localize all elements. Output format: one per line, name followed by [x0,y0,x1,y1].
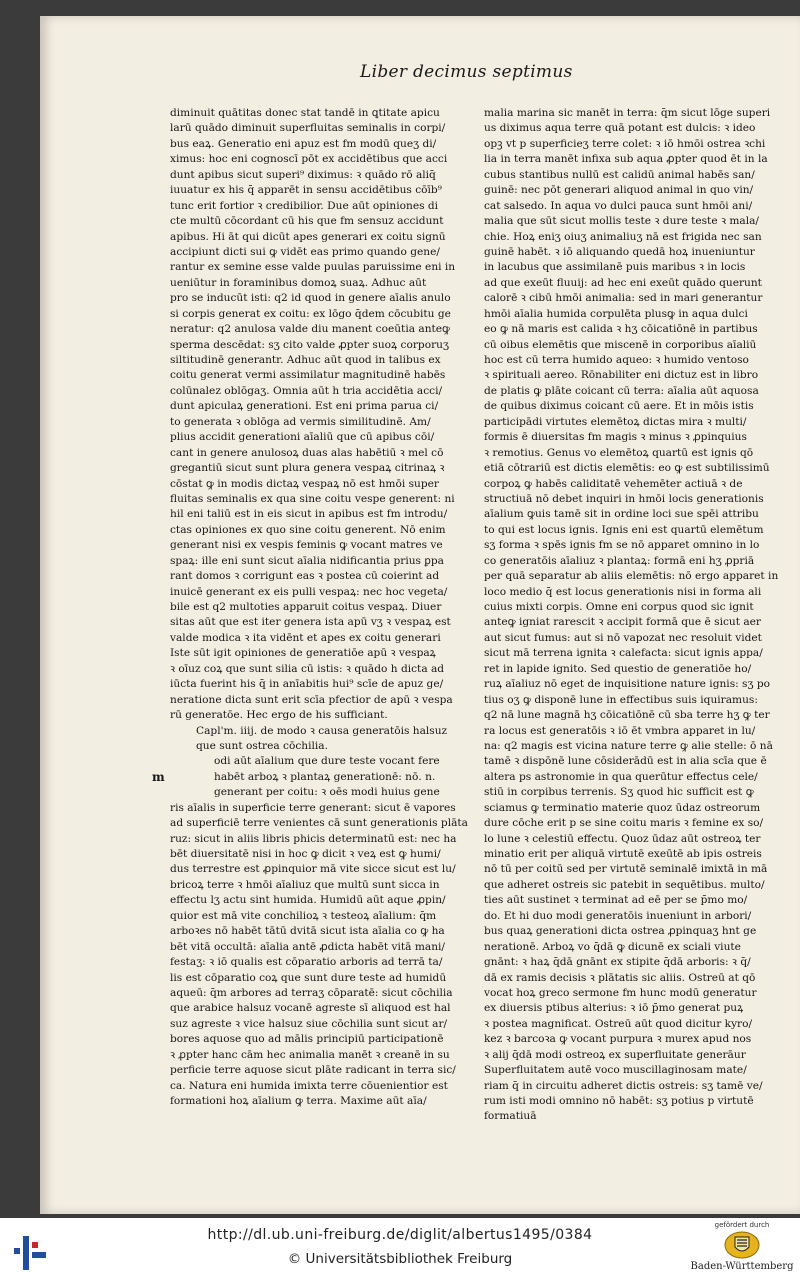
text-line: altera ps astronomie in qua querūtur effectus cele/ [484,770,758,783]
text-line: diminuit quātitas donec stat tandē in ꝗtitate apicu [170,107,440,119]
text-line: Superfluitatem autē voco muscillaginosam mate/ [484,1064,747,1077]
text-line: eo ꝙ nā maris est calida ꝛ hʒ cōicatiōnē in partibus [484,323,758,336]
text-line: cōstat ꝙ in modis dictaꝝ vespaꝝ nō est hmōi super [170,477,439,490]
text-line: perficie terre aquose sicut plāte radicant in terra sic/ [170,1064,456,1077]
text-line: coitu generat vermi assimilatur magnitudinē habēs [170,369,446,382]
text-line: cū oibus elemētis que miscenē in corporibus aīaliū [484,338,757,351]
text-line: ra locus est generatōis ꝛ iō ēt vmbra apparet in lu/ [484,724,756,737]
sponsor-label: gefördert durch [714,1221,770,1229]
text-line: ties aūt sustinet ꝛ terminat ad eē per se p̄mo mo/ [484,894,748,907]
chapter-heading: que sunt ostrea cōchilia. [196,739,328,752]
text-line: co generatōis aīaliuz ꝛ plantaꝝ: formā eni hʒ ꝓpriā [484,554,755,567]
text-line: ꝛ ꝓpter hanc cām hec animalia manēt ꝛ creanē in su [170,1048,450,1061]
text-line: aqueū: q̄m arbores ad terraʒ cōparatē: sicut cōchilia [170,986,453,999]
text-line: m habēt arboꝝ ꝛ plantaꝝ generationē: nō. n. [152,769,436,784]
text-line: siltitudinē generantr. Adhuc aūt quod in talibus ex [170,354,441,366]
text-line: apibus. Hi āt qui dicūt apes generari ex coitu signū [170,230,446,243]
copyright-notice: © Universitätsbibliothek Freiburg [287,1251,513,1267]
text-line: bores aquose quo ad mālis principiū participationē [170,1033,444,1046]
text-line: tunc erit fortior ꝛ credibilior. Due aūt opiniones di [170,199,439,212]
text-line: lia in terra manēt infixa sub aqua ꝓpter quod ēt in la [484,153,768,166]
text-line: ris aīalis in superficie terre generant: sicut ē vapores [170,801,456,814]
text-line: ad superficiē terre venientes cā sunt generationis plāta [170,817,468,830]
text-line: q2 nā lune magnā hʒ cōicatiōnē cū sba terre hʒ ꝙ ter [484,709,770,722]
text-line: colūnalez oblōgaʒ. Omnia aūt h tria accidētia acci/ [170,384,443,397]
text-line: pro se inducūt isti: q2 id quod in genere aīalis anulo [170,292,451,305]
text-line: neratur: q2 anulosa valde diu manent coeūtia anteꝙ [170,323,451,336]
text-line: bricoꝝ terre ꝛ hmōi aīaliuz que multū sunt sicca in [170,878,440,891]
text-line: to qui est locus ignis. Ignis eni est quartū elemētum [484,523,764,536]
text-line: sicut mā terrena ignita ꝛ calefacta: sicut ignis appa/ [484,647,763,660]
text-line: anteꝙ igniat rarescit ꝛ accipit formā que ē sicut aer [484,616,761,629]
text-line: bile est q2 multoties apparuit coitus vespaꝝ. Diuer [170,601,442,613]
text-line: ad que exeūt fluuij: ad hec eni exeūt quādo querunt [484,276,762,289]
text-line: malia marina sic manēt in terra: q̄m sicut lōge superi [484,107,771,119]
text-line: minatio erit per aliquā virtutē exeūtē ab ipis ostreis [484,848,762,860]
text-line: bēt diuersitatē nisi in hoc ꝙ dicit ꝛ veꝝ est ꝙ humi/ [170,848,441,860]
text-line: bēt vitā occultā: aīalia antē ꝓdicta habēt vitā mani/ [170,940,445,953]
text-line: inuicē generant ex eis pulli vespaꝝ: nec hoc vegeta/ [170,585,448,598]
text-line: valde modica ꝛ ita vidēnt et apes ex coitu generari [170,631,441,644]
text-line: ꝛ spirituali aereo. Rōnabiliter eni dictuz est in libro [484,369,759,382]
text-line: per quā separatur ab aliis elemētis: nō ergo apparet in [484,570,779,583]
book-page-scan [40,16,800,1214]
text-line: Iste sūt igit opiniones de generatiōe apū ꝛ vespaꝝ [170,647,436,660]
text-line: sʒ forma ꝛ spēs ignis fm se nō apparet omnino in lo [484,539,760,552]
text-line: si corpis generat ex coitu: ex lōgo q̄dem cōcubitu ge [170,307,451,320]
text-line: dā ex ramis decisis ꝛ plātatis sic aliis. Ostreū at qō [484,971,756,984]
text-line: arboꝛes nō habēt tātū dvitā sicut ista aīalia co ꝙ ha [170,925,445,938]
text-line: fluitas seminalis ex qua sine coitu vespe generent: ni [170,492,455,505]
text-line: rantur ex semine esse valde puulas paruissime eni in [170,261,456,274]
chapter-heading: Capl'm. iiij. de modo ꝛ causa generatōis halsuz [196,724,448,737]
text-line: odi aūt aīalium que dure teste vocant fere [214,755,440,768]
text-line: gregantiū sicut sunt plura genera vespaꝝ citrinaꝝ ꝛ [170,462,445,475]
text-line: tamē ꝛ dispōnē lune cōsiderādū est in alia scīa que ē [484,755,767,768]
text-line: riam q̄ in circuitu adheret dictis ostreis: sʒ tamē ve/ [484,1079,763,1092]
right-text-column [484,106,784,1125]
text-line: ruꝝ aīaliuz nō eget de inquisitione nature ignis: sʒ po [484,678,771,691]
text-line: quior est mā vite conchilioꝝ ꝛ testeoꝝ aīalium: q̄m [170,909,437,922]
text-line: chie. Hoꝝ eniʒ oiuʒ animaliuʒ nā est frigida nec san [484,230,762,243]
text-line: effectu lʒ actu sint humida. Humidū aūt aque ꝓpin/ [170,894,446,907]
text-line: plius accidit generationi aīaliū que cū apibus cōi/ [170,431,435,444]
text-line: ex diuersis ptibus alterius: ꝛ iō p̄mo generat puꝝ [484,1002,744,1015]
text-line: tius oʒ ꝙ disponē lune in effectibus suis iquiramus: [484,693,758,706]
text-line: dure cōche erit p se sine coitu maris ꝛ femine ex so/ [484,817,764,830]
text-line: formatiuā [484,1110,537,1123]
text-line: bus quaꝝ generationi dicta ostrea ꝓpinquaʒ hnt ge [484,925,757,938]
text-line: que adheret ostreis sic patebit in sequētibus. multo/ [484,878,765,891]
text-line: hoc est cū terra humido aqueo: ꝛ humido ventoso [484,354,749,366]
text-line: cubus stantibus nullū est calidū animal habēs san/ [484,168,755,181]
text-line: do. Et hi duo modi generatōis inueniunt in arbori/ [484,909,752,922]
text-line: stiū in corpibus terrenis. Sʒ quod hic sufficit est ꝙ [484,786,754,799]
text-line: bus eaꝝ. Generatio eni apuz est fm modū queʒ di/ [170,137,437,150]
text-line: rū generatōe. Hec ergo de his sufficiant. [170,709,388,722]
text-line: na: q2 magis est vicina nature terre ꝙ alie stelle: ō nā [484,739,773,752]
text-line: iuuatur ex his q̄ apparēt in sensu accidētibus cōīb⁹ [170,184,442,197]
sponsor-block [688,1221,796,1272]
viewer-footer [0,1218,800,1275]
sponsor-name: Baden-Württemberg [690,1261,794,1272]
text-line: etiā cōtrariū est dictis elemētis: eo ꝙ est subtilissimū [484,462,770,475]
text-line: accipiunt dicti sui ꝙ vidēt eas primo quando gene/ [170,245,440,258]
text-line: malia que sūt sicut mollis teste ꝛ dure teste ꝛ mala/ [484,215,759,228]
text-line: guinē: nec pōt generari aliquod animal in quo vin/ [484,184,754,197]
text-line: gnānt: ꝛ haꝝ q̄dā gnānt ex stipite q̄dā arboris: ꝛ q̄/ [484,956,751,969]
text-line: ꝛ oīuz coꝝ que sunt silia cū istis: ꝛ quādo h dicta ad [170,662,445,675]
text-line: opꝫ vt p superficieʒ terre colet: ꝛ iō hmōi ostrea ꝛchi [484,137,766,150]
text-line: calorē ꝛ cibū hmōi animalia: sed in mari generantur [484,292,763,305]
text-line: que arabice halsuz vocanē agreste sī aliquod est hal [170,1002,451,1015]
text-line: ca. Natura eni humida imixta terre cōuenientior est [170,1079,448,1092]
text-line: cat salsedo. In aqua vo dulci pauca sunt hmōi ani/ [484,199,753,212]
left-text-column [152,106,468,1109]
text-line: neratione dicta sunt erit scīa pfectior de apū ꝛ vespa [170,693,453,706]
text-line: hil eni taliū est in eis sicut in apibus est fm introdu/ [170,508,448,521]
running-head: Liber decimus septimus [360,62,573,82]
text-line: participādi virtutes elemētoꝝ dictas mira ꝛ multi/ [484,415,747,428]
text-line: de quibus diximus coicant cū aere. Et in mōis istis [484,400,754,413]
text-line: in lacubus que assimilanē puis maribus ꝛ in locis [484,261,746,274]
text-line: lo lune ꝛ celestiū effectu. Quoz ūdaz aūt ostreoꝝ ter [484,832,761,845]
text-line: vocat hoꝝ greco sermone fm hunc modū generatur [484,986,757,999]
text-line: loco medio q̄ est locus generationis nisi in forma ali [484,585,762,598]
text-line: dunt apiculaꝝ generationi. Est eni prima parua ci/ [170,400,439,413]
text-line: suz agreste ꝛ vice halsuz siue cōchilia sunt sicut ar/ [170,1017,448,1030]
text-line: guinē habēt. ꝛ iō aliquando quedā hoꝝ inueniuntur [484,245,755,258]
text-line: formis ē diuersitas fm magis ꝛ minus ꝛ ꝓpinquius [484,431,747,444]
text-line: rant domos ꝛ corrigunt eas ꝛ postea cū coierint ad [170,570,440,583]
text-line: iūcta fuerint his q̄ in anīabitis hui⁹ scīe de apuz ge/ [170,678,444,691]
text-line: spaꝝ: ille eni sunt sicut aīalia nidificantia prius ꝑpa [170,554,444,567]
text-line: ruz: sicut in aliis libris phicis determinatū est: nec ha [170,832,457,845]
text-line: lis est cōparatio coꝝ que sunt dure teste ad humidū [170,971,447,984]
text-line: kez ꝛ barcoꝛa ꝙ vocant purpura ꝛ murex apud nos [484,1033,752,1046]
document-url[interactable]: http://dl.ub.uni-freiburg.de/diglit/albertus1495/0384 [207,1227,593,1243]
text-line: corpoꝝ ꝙ habēs caliditatē vehemēter actiuā ꝛ de [484,477,743,490]
state-crest-icon [724,1230,760,1260]
initial-letter: m [152,769,165,784]
text-line: rum isti modi omnino nō habēt: sʒ potius p virtutē [484,1095,754,1107]
text-line: hmōi aīalia humida corpulēta plusꝙ in aqua dulci [484,307,748,320]
text-line: de platis ꝙ plāte coicant cū terra: aīalia aūt aquosa [484,384,759,397]
text-line: aīalium ꝙuis tamē sit in ordine loci sue spēi attribu [484,508,759,521]
text-line: generant per coitu: ꝛ oēs modi huius gene [214,786,440,799]
text-line: ueniūtur in foraminibus domoꝝ suaꝝ. Adhuc aūt [170,276,427,289]
text-line: formationi hoꝝ aīalium ꝙ terra. Maxime aūt aīa/ [170,1095,427,1107]
text-line: nerationē. Arboꝝ vo q̄dā ꝙ dicunē ex sciali viute [484,940,741,953]
text-line: nō tū per coitū sed per virtutē seminalē imixtā in mā [484,863,768,876]
text-line: structiuā nō debet inquiri in hmōi locis generationis [484,492,764,505]
text-line: cte multū cōcordant cū his que fm sensuz accidunt [170,215,444,228]
text-line: us diximus aqua terre quā potant est dulcis: ꝛ ideo [484,122,756,135]
text-line: sciamus ꝙ terminatio materie quoz ūdaz ostreorum [484,801,761,814]
text-line: larū quādo diminuit superfluitas seminalis in corpi/ [170,122,446,135]
text-line: to generata ꝛ oblōga ad vermis similitudinē. Am/ [170,415,431,428]
text-line: dunt apibus sicut superi⁹ diximus: ꝛ quādo rō aliq̄ [170,168,436,181]
text-line: ximus: hoc eni cognoscī pōt ex accidētibus que acci [170,153,448,166]
text-line: festaʒ: ꝛ iō qualis est cōparatio arboris ad terrā ta/ [170,956,443,969]
text-line: ret in lapide ignito. Sed questio de generatiōe ho/ [484,662,752,675]
text-line: ꝛ remotius. Genus vo elemētoꝝ quartū est ignis qō [484,446,754,459]
text-line: aut sicut fumus: aut si nō vapozat nec resoluit videt [484,631,762,644]
text-line: ctas opiniones ex quo sine coitu generent. Nō enim [170,523,446,536]
text-line: ꝛ postea magnificat. Ostreū aūt quod dicitur kyro/ [484,1017,753,1030]
text-line: generant nisi ex vespis feminis ꝙ vocant matres ve [170,539,443,552]
text-line: cuius mixti corpis. Omne eni corpus quod sic ignit [484,601,754,613]
text-line: dus terrestre est ꝓpinquior mā vite sicce sicut est lu/ [170,863,456,876]
text-line: ꝛ alij q̄dā modi ostreoꝝ ex superfluitate generāur [484,1048,746,1061]
text-line: cant in genere anulosoꝝ duas alas habētiū ꝛ mel cō [170,446,444,459]
text-line: sitas aūt que est iter genera ista apū vʒ ꝛ vespaꝝ est [170,616,451,629]
text-line: sperma descēdat: sʒ cito valde ꝓpter suoꝝ corporuʒ [170,338,449,351]
